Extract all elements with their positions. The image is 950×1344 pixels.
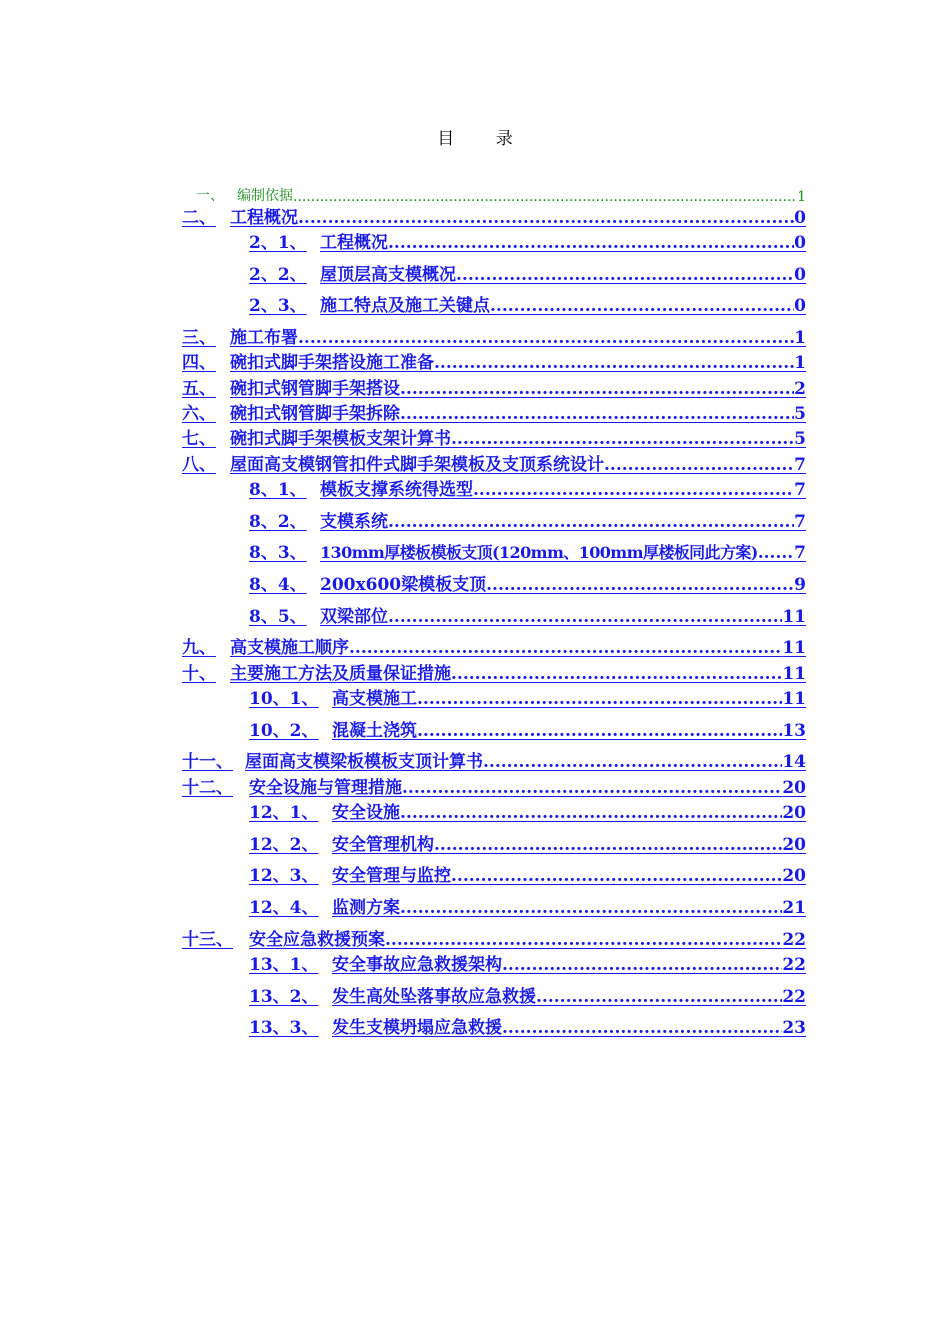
toc-entry-number: 12、3、 bbox=[249, 866, 319, 886]
toc-entry-number: 八、 bbox=[182, 455, 216, 475]
toc-page-number: 0 bbox=[794, 265, 806, 285]
toc-entry-number: 2、1、 bbox=[249, 233, 307, 253]
toc-page-number: 1 bbox=[794, 328, 806, 348]
toc-entry[interactable] bbox=[182, 402, 806, 424]
toc-entry-number: 12、4、 bbox=[249, 898, 319, 918]
toc-subentry[interactable] bbox=[249, 801, 806, 823]
toc-page-number: 1 bbox=[794, 353, 806, 373]
toc-entry-label: 双梁部位 bbox=[320, 607, 388, 627]
toc-dot-leader bbox=[451, 664, 782, 684]
toc-subentry[interactable] bbox=[249, 605, 806, 627]
toc-dot-leader bbox=[434, 835, 782, 855]
toc-entry-label: 屋面高支模梁板模板支顶计算书 bbox=[245, 752, 483, 772]
toc-entry-number: 8、4、 bbox=[249, 575, 307, 595]
toc-entry-number: 九、 bbox=[182, 638, 216, 658]
toc-entry-label: 130mm厚楼板模板支顶(120mm、100mm厚楼板同此方案) bbox=[320, 543, 758, 562]
toc-page-number: 22 bbox=[782, 987, 806, 1007]
toc-entry-number: 8、1、 bbox=[249, 480, 307, 500]
title-char-2: 录 bbox=[495, 129, 513, 149]
toc-entry-number: 12、2、 bbox=[249, 835, 319, 855]
toc-dot-leader bbox=[388, 512, 794, 532]
toc-entry-number: 一、 bbox=[196, 188, 224, 204]
toc-page-number: 7 bbox=[794, 543, 806, 563]
toc-page-number: 20 bbox=[782, 866, 806, 886]
toc-dot-leader bbox=[349, 638, 782, 658]
toc-entry-label: 碗扣式脚手架模板支架计算书 bbox=[230, 429, 451, 449]
toc-entry-number: 12、1、 bbox=[249, 803, 319, 823]
toc-dot-leader bbox=[400, 898, 782, 918]
toc-entry[interactable] bbox=[182, 662, 806, 684]
toc-page-number: 11 bbox=[782, 664, 806, 684]
toc-entry-number: 13、2、 bbox=[249, 987, 319, 1007]
toc-page-number: 7 bbox=[794, 512, 806, 532]
toc-dot-leader bbox=[402, 778, 782, 798]
toc-dot-leader bbox=[417, 689, 782, 709]
toc-entry-label: 安全应急救援预案 bbox=[249, 930, 385, 950]
toc-entry-label: 屋顶层高支模概况 bbox=[320, 265, 456, 285]
toc-entry-label: 模板支撑系统得选型 bbox=[320, 480, 473, 500]
title-char-1: 目 bbox=[437, 129, 455, 149]
toc-entry-number: 十二、 bbox=[182, 778, 233, 798]
toc-entry-number: 三、 bbox=[182, 328, 216, 348]
toc-entry-label: 混凝土浇筑 bbox=[332, 721, 417, 741]
toc-entry-number: 二、 bbox=[182, 208, 216, 228]
toc-page-number: 22 bbox=[782, 955, 806, 975]
toc-subentry[interactable] bbox=[249, 1016, 806, 1038]
toc-page-number: 2 bbox=[794, 379, 806, 399]
toc-entry-number: 10、1、 bbox=[249, 689, 319, 709]
toc-entry[interactable] bbox=[182, 377, 806, 399]
toc-page-number: 13 bbox=[782, 721, 806, 741]
toc-entry-label: 施工特点及施工关键点 bbox=[320, 296, 490, 316]
toc-entry-number: 十一、 bbox=[182, 752, 233, 772]
toc-dot-leader bbox=[298, 328, 794, 348]
toc-subentry[interactable] bbox=[249, 573, 806, 595]
toc-page-number: 11 bbox=[782, 607, 806, 627]
toc-dot-leader bbox=[388, 607, 782, 627]
toc-entry-label: 安全设施与管理措施 bbox=[249, 778, 402, 798]
toc-page-number: 11 bbox=[782, 689, 806, 709]
toc-subentry[interactable] bbox=[249, 864, 806, 886]
toc-entry-label: 工程概况 bbox=[230, 208, 298, 228]
toc-page-number: 11 bbox=[782, 638, 806, 658]
toc-subentry[interactable] bbox=[249, 478, 806, 500]
toc-dot-leader bbox=[502, 1018, 782, 1038]
toc-subentry[interactable] bbox=[249, 719, 806, 741]
toc-entry[interactable] bbox=[182, 427, 806, 449]
toc-entry-label: 安全管理机构 bbox=[332, 835, 434, 855]
toc-entry-label: 高支模施工 bbox=[332, 689, 417, 709]
toc-subentry[interactable] bbox=[249, 833, 806, 855]
toc-title bbox=[0, 124, 950, 149]
toc-page-number: 22 bbox=[782, 930, 806, 950]
toc-page-number: 5 bbox=[794, 404, 806, 424]
toc-page-number: 14 bbox=[782, 752, 806, 772]
toc-subentry[interactable] bbox=[249, 294, 806, 316]
toc-entry[interactable] bbox=[182, 636, 806, 658]
toc-page-number: 7 bbox=[794, 455, 806, 475]
toc-page-number: 1 bbox=[797, 189, 806, 205]
toc-entry-number: 四、 bbox=[182, 353, 216, 373]
toc-entry-number: 13、1、 bbox=[249, 955, 319, 975]
toc-entry[interactable] bbox=[182, 351, 806, 373]
toc-page-number: 5 bbox=[794, 429, 806, 449]
toc-entry[interactable] bbox=[182, 326, 806, 348]
toc-dot-leader bbox=[293, 189, 797, 205]
toc-entry-label: 工程概况 bbox=[320, 233, 388, 253]
toc-subentry[interactable] bbox=[249, 231, 806, 253]
toc-dot-leader bbox=[434, 353, 794, 373]
toc-dot-leader bbox=[385, 930, 782, 950]
toc-entry-label: 编制依据 bbox=[237, 188, 293, 204]
toc-entry-label: 高支模施工顺序 bbox=[230, 638, 349, 658]
toc-dot-leader bbox=[400, 803, 782, 823]
toc-dot-leader bbox=[486, 575, 794, 595]
toc-page-number: 7 bbox=[794, 480, 806, 500]
toc-entry-label: 安全管理与监控 bbox=[332, 866, 451, 886]
toc-page-number: 0 bbox=[794, 296, 806, 316]
toc-entry-label: 碗扣式钢管脚手架搭设 bbox=[230, 379, 400, 399]
toc-entry-number: 8、3、 bbox=[249, 543, 307, 563]
toc-entry-label: 碗扣式脚手架搭设施工准备 bbox=[230, 353, 434, 373]
toc-entry-number: 十三、 bbox=[182, 930, 233, 950]
toc-entry[interactable] bbox=[182, 928, 806, 950]
toc-dot-leader bbox=[388, 233, 794, 253]
toc-dot-leader bbox=[473, 480, 794, 500]
toc-dot-leader bbox=[536, 987, 782, 1007]
toc-subentry[interactable] bbox=[249, 687, 806, 709]
toc-page-number: 20 bbox=[782, 803, 806, 823]
toc-page-number: 0 bbox=[794, 208, 806, 228]
toc-entry[interactable] bbox=[182, 206, 806, 228]
toc-entry[interactable] bbox=[182, 776, 806, 798]
toc-entry-label: 发生支模坍塌应急救援 bbox=[332, 1018, 502, 1038]
toc-dot-leader bbox=[490, 296, 794, 316]
toc-entry[interactable] bbox=[182, 453, 806, 475]
toc-entry[interactable] bbox=[196, 183, 806, 205]
toc-entry-label: 施工布署 bbox=[230, 328, 298, 348]
toc-entry-number: 七、 bbox=[182, 429, 216, 449]
toc-entry-number: 8、5、 bbox=[249, 607, 307, 627]
toc-dot-leader bbox=[417, 721, 782, 741]
toc-entry-label: 安全设施 bbox=[332, 803, 400, 823]
toc-entry-number: 13、3、 bbox=[249, 1018, 319, 1038]
toc-dot-leader bbox=[400, 404, 794, 424]
toc-dot-leader bbox=[298, 208, 794, 228]
toc-entry-label: 安全事故应急救援架构 bbox=[332, 955, 502, 975]
toc-dot-leader bbox=[456, 265, 794, 285]
toc-entry-label: 监测方案 bbox=[332, 898, 400, 918]
toc-subentry[interactable] bbox=[249, 953, 806, 975]
toc-page-number: 9 bbox=[794, 575, 806, 595]
toc-page-number: 21 bbox=[782, 898, 806, 918]
toc-page-number: 20 bbox=[782, 778, 806, 798]
toc-dot-leader bbox=[400, 379, 794, 399]
toc-entry-label: 主要施工方法及质量保证措施 bbox=[230, 664, 451, 684]
toc-entry-label: 发生高处坠落事故应急救援 bbox=[332, 987, 536, 1007]
toc-entry[interactable] bbox=[182, 750, 806, 772]
toc-entry-label: 碗扣式钢管脚手架拆除 bbox=[230, 404, 400, 424]
toc-entry-label: 200x600梁模板支顶 bbox=[320, 575, 487, 595]
toc-page-number: 0 bbox=[794, 233, 806, 253]
toc-subentry[interactable] bbox=[249, 541, 806, 563]
toc-entry-number: 十、 bbox=[182, 664, 216, 684]
toc-dot-leader bbox=[502, 955, 782, 975]
toc-subentry[interactable] bbox=[249, 985, 806, 1007]
toc-subentry[interactable] bbox=[249, 263, 806, 285]
toc-entry-number: 五、 bbox=[182, 379, 216, 399]
toc-dot-leader bbox=[604, 455, 794, 475]
toc-subentry[interactable] bbox=[249, 896, 806, 918]
toc-entry-number: 2、2、 bbox=[249, 265, 307, 285]
toc-subentry[interactable] bbox=[249, 510, 806, 532]
toc-entry-number: 8、2、 bbox=[249, 512, 307, 532]
toc-entry-number: 10、2、 bbox=[249, 721, 319, 741]
toc-entry-number: 六、 bbox=[182, 404, 216, 424]
toc-dot-leader bbox=[483, 752, 782, 772]
toc-entry-label: 支模系统 bbox=[320, 512, 388, 532]
toc-dot-leader bbox=[451, 866, 782, 886]
toc-page-number: 20 bbox=[782, 835, 806, 855]
toc-page-number: 23 bbox=[782, 1018, 806, 1038]
toc-entry-number: 2、3、 bbox=[249, 296, 307, 316]
toc-entry-label: 屋面高支模钢管扣件式脚手架模板及支顶系统设计 bbox=[230, 455, 604, 475]
toc-dot-leader bbox=[758, 543, 794, 563]
toc-dot-leader bbox=[451, 429, 794, 449]
